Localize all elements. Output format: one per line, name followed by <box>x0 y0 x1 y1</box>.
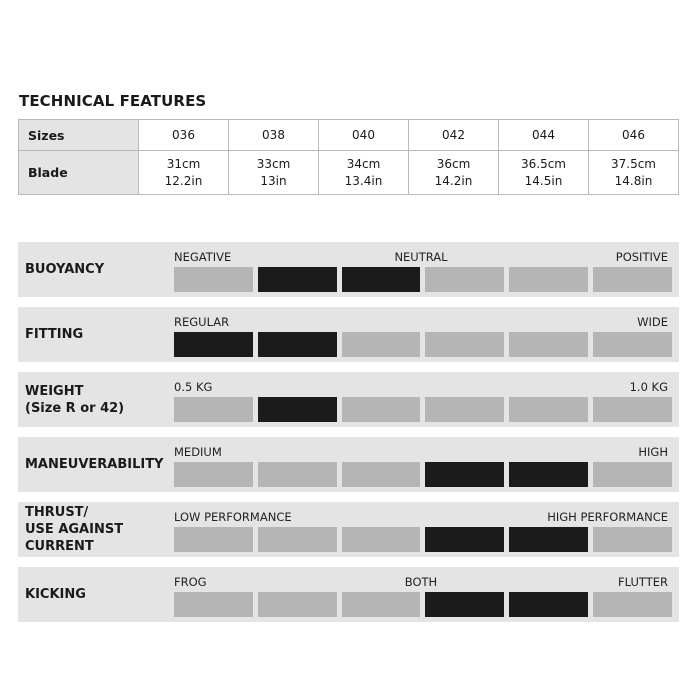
blade-cell <box>499 151 589 195</box>
rating-segment-filled <box>509 527 588 552</box>
blade-row <box>19 151 679 195</box>
blade-cm: 37.5cm <box>610 156 656 171</box>
rating-label-line: FITTING <box>25 327 84 342</box>
scale-max-label: FLUTTER <box>618 575 668 589</box>
size-cell: 042 <box>409 120 499 151</box>
rating-segment-filled <box>425 462 504 487</box>
rating-segment-empty <box>174 592 253 617</box>
rating-segment-empty <box>342 332 421 357</box>
rating-scale <box>174 332 672 357</box>
rating-row <box>18 372 679 427</box>
rating-segment-filled <box>258 267 337 292</box>
rating-segment-empty <box>174 397 253 422</box>
rating-segment-filled <box>174 332 253 357</box>
rating-segment-empty <box>593 397 672 422</box>
scale-max-label: HIGH <box>638 445 668 459</box>
rating-label <box>25 502 175 557</box>
rating-segment-empty <box>425 267 504 292</box>
rating-label-line: CURRENT <box>25 539 94 554</box>
rating-segment-empty <box>509 332 588 357</box>
rating-label-line: USE AGAINST <box>25 522 124 537</box>
rating-label <box>25 567 175 622</box>
ratings-panel <box>18 242 679 632</box>
rating-segment-filled <box>258 332 337 357</box>
rating-segment-empty <box>174 462 253 487</box>
rating-segment-empty <box>593 592 672 617</box>
blade-cm: 33cm <box>256 156 291 171</box>
rating-row <box>18 307 679 362</box>
scale-min-label: LOW PERFORMANCE <box>174 510 292 524</box>
blade-in: 13.4in <box>344 173 383 188</box>
rating-segment-empty <box>509 397 588 422</box>
rating-label <box>25 242 175 297</box>
rating-segment-empty <box>258 462 337 487</box>
blade-in: 13in <box>260 173 287 188</box>
rating-scale <box>174 527 672 552</box>
blade-in: 12.2in <box>164 173 203 188</box>
rating-segment-empty <box>593 332 672 357</box>
scale-max-label: WIDE <box>637 315 668 329</box>
specs-table <box>18 119 679 195</box>
blade-cm: 34cm <box>346 156 381 171</box>
rating-segment-filled <box>425 527 504 552</box>
scale-mid-label: NEUTRAL <box>394 250 448 264</box>
size-cell: 040 <box>319 120 409 151</box>
size-cell: 036 <box>139 120 229 151</box>
rating-label <box>25 307 175 362</box>
rating-segment-empty <box>509 267 588 292</box>
size-cell: 044 <box>499 120 589 151</box>
rating-row <box>18 242 679 297</box>
rating-segment-filled <box>425 592 504 617</box>
rating-label <box>25 437 175 492</box>
scale-max-label: POSITIVE <box>615 250 668 264</box>
rating-label-line: BUOYANCY <box>25 262 105 277</box>
sizes-row <box>19 120 679 151</box>
rating-segment-empty <box>593 462 672 487</box>
blade-cm: 36.5cm <box>520 156 566 171</box>
scale-min-label: NEGATIVE <box>174 250 232 264</box>
rating-segment-filled <box>342 267 421 292</box>
blade-cm: 31cm <box>166 156 201 171</box>
blade-cell <box>139 151 229 195</box>
rating-segment-empty <box>425 332 504 357</box>
rating-row <box>18 437 679 492</box>
blade-cell <box>409 151 499 195</box>
rating-segment-empty <box>342 527 421 552</box>
rating-segment-filled <box>509 462 588 487</box>
rating-segment-empty <box>258 592 337 617</box>
rating-label-line: WEIGHT <box>25 383 84 399</box>
rating-scale <box>174 462 672 487</box>
blade-cell <box>229 151 319 195</box>
rating-segment-empty <box>593 267 672 292</box>
rating-label-line: KICKING <box>25 587 86 602</box>
rating-row <box>18 567 679 622</box>
rating-segment-filled <box>258 397 337 422</box>
rating-segment-empty <box>593 527 672 552</box>
rating-scale <box>174 267 672 292</box>
rating-row <box>18 502 679 557</box>
scale-max-label: HIGH PERFORMANCE <box>547 510 668 524</box>
scale-mid-label: BOTH <box>404 575 438 589</box>
rating-label-line: THRUST/ <box>25 505 89 520</box>
size-cell: 038 <box>229 120 319 151</box>
scale-min-label: FROG <box>174 575 207 589</box>
blade-in: 14.5in <box>524 173 563 188</box>
rating-label-line: MANEUVERABILITY <box>25 457 164 472</box>
rating-label-line: (Size R or 42) <box>25 400 125 416</box>
rating-label <box>25 372 175 427</box>
rating-segment-empty <box>342 592 421 617</box>
rating-scale <box>174 397 672 422</box>
rating-segment-empty <box>425 397 504 422</box>
blade-header: Blade <box>19 151 139 195</box>
scale-min-label: MEDIUM <box>174 445 222 459</box>
blade-in: 14.8in <box>614 173 653 188</box>
scale-min-label: REGULAR <box>174 315 230 329</box>
rating-segment-empty <box>258 527 337 552</box>
rating-segment-empty <box>342 462 421 487</box>
blade-in: 14.2in <box>434 173 473 188</box>
rating-scale <box>174 592 672 617</box>
sizes-header: Sizes <box>19 120 139 151</box>
rating-segment-empty <box>342 397 421 422</box>
rating-segment-filled <box>509 592 588 617</box>
rating-segment-empty <box>174 527 253 552</box>
blade-cm: 36cm <box>436 156 471 171</box>
scale-min-label: 0.5 KG <box>174 380 213 394</box>
rating-segment-empty <box>174 267 253 292</box>
scale-max-label: 1.0 KG <box>629 380 668 394</box>
technical-features-title: TECHNICAL FEATURES <box>19 92 207 110</box>
blade-cell <box>319 151 409 195</box>
size-cell: 046 <box>589 120 679 151</box>
blade-cell <box>589 151 679 195</box>
